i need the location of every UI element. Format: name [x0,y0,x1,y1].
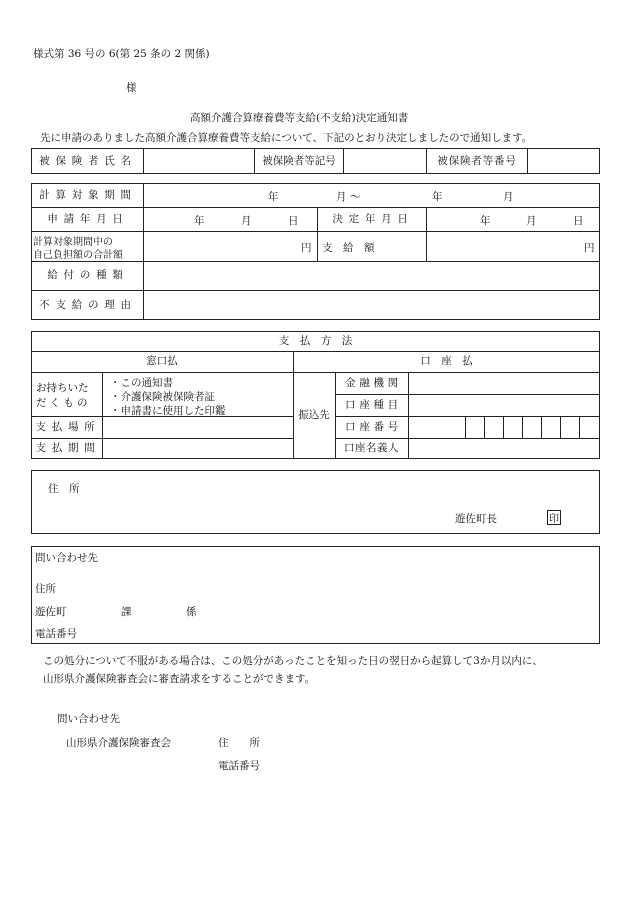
document-title: 高額介護合算療養費等支給(不支給)決定通知書 [190,112,409,124]
appeal-address-label: 住 所 [218,737,260,749]
appeal-contact-title: 問い合わせ先 [57,713,120,725]
self-burden-label-line1: 計算対象期間中の [33,237,113,248]
inquiry-town: 遊佐町 [35,606,67,618]
transfer-label: 振込先 [298,409,330,422]
decision-date-label: 決定年月日 [332,212,414,225]
form-number: 様式第 36 号の 6(第 25 条の 2 関係) [33,48,210,60]
application-date-day: 日 [288,215,299,227]
bank-label: 金融機関 [345,376,402,389]
self-burden-label-line2: 自己負担額の合計額 [33,250,123,261]
account-holder-label: 口座名義人 [343,442,400,455]
calc-period-month-2: 月 [503,191,514,203]
calc-period-year-1: 年 [268,191,279,203]
payment-period-label: 支払期間 [35,442,101,455]
issuer-address-label: 住 所 [48,483,80,495]
calc-period-year-2: 年 [432,191,443,203]
application-date-label: 申請年月日 [47,212,129,225]
payment-method-title: 支 払 方 法 [278,334,353,347]
inquiry-phone-label: 電話番号 [35,628,77,640]
bring-item: ・この通知書 [110,377,173,389]
window-payment-label: 窓口払 [146,355,178,368]
application-date-year: 年 [194,215,205,227]
application-date-month: 月 [241,215,252,227]
insured-number-label: 被保険者等番号 [437,154,517,167]
appeal-text-line1: この処分について不服がある場合は、この処分があったことを知った日の翌日から起算して3か月以内に、 [43,655,543,667]
insured-name-label: 被保険者氏名 [39,154,137,167]
inquiry-title: 問い合わせ先 [35,552,98,564]
non-payment-reason-label: 不支給の理由 [39,298,137,311]
decision-date-day: 日 [573,215,584,227]
issuer-box [31,470,600,534]
account-payment-label: 口 座 払 [420,355,473,368]
inquiry-box [31,546,600,644]
account-number-label: 口座番号 [345,420,402,433]
mayor-label: 遊佐町長 [455,513,497,525]
payment-amount-label: 支 給 額 [322,242,375,254]
intro-text: 先に申請のありました高額介護合算療養費等支給について、下記のとおり決定しましたので通知します。 [40,132,533,144]
decision-date-month: 月 [526,215,537,227]
calc-period-month-1: 月 ～ [336,191,361,203]
appeal-text-line2: 山形県介護保険審査会に審査請求をすることができます。 [43,673,316,685]
inquiry-staff: 係 [186,606,197,618]
decision-date-year: 年 [480,215,491,227]
addressee-suffix: 様 [126,82,137,94]
bring-label-line1: お持ちいた [36,382,89,394]
appeal-board-name: 山形県介護保険審査会 [66,737,171,749]
appeal-phone-label: 電話番号 [218,760,260,772]
inquiry-address-label: 住所 [35,583,56,595]
payment-place-label: 支払場所 [35,420,101,433]
bring-item: ・申請書に使用した印鑑 [110,405,226,417]
bring-item: ・介護保険被保険者証 [110,391,215,403]
account-type-label: 口座種目 [345,398,402,411]
benefit-type-label: 給付の種類 [47,269,129,282]
calc-period-label: 計算対象期間 [39,188,137,201]
insured-symbol-label: 被保険者等記号 [262,154,336,167]
seal-mark: 印 [547,510,561,525]
inquiry-section: 課 [121,606,132,618]
bring-label-line2: だくもの [36,397,91,409]
payment-amount-unit: 円 [584,242,595,254]
self-burden-unit: 円 [301,242,312,254]
